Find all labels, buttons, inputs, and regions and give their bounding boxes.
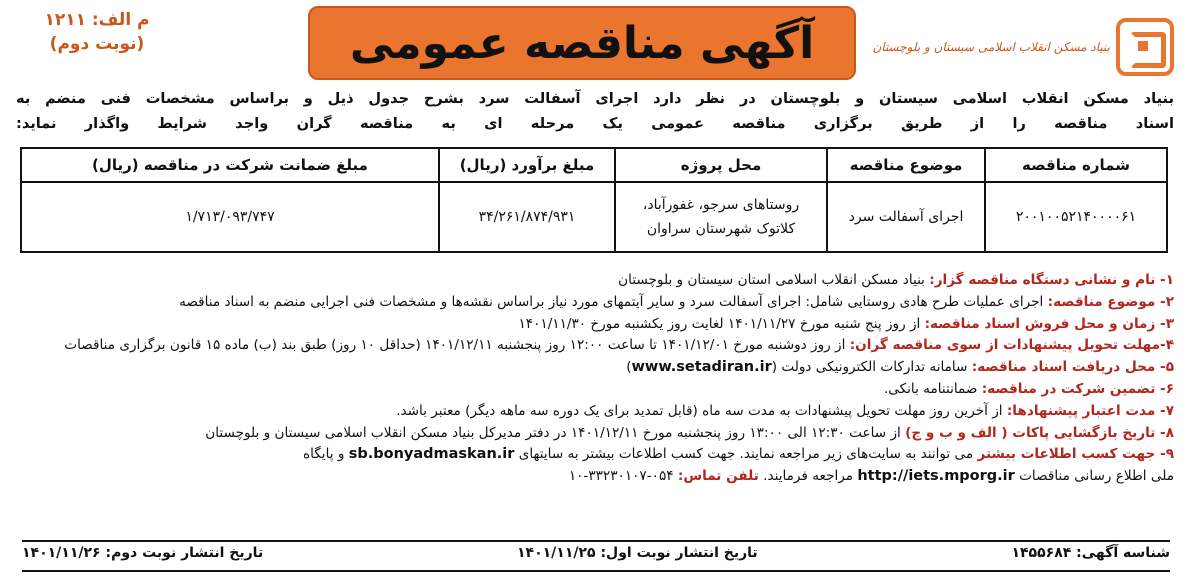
intro-line-1: بنیاد مسکن انقلاب اسلامی سیستان و بلوچستان در نظر دارد اجرای آسفالت سرد بشرح جدول ذیل و براساس مشخصات فنی منضم به bbox=[16, 90, 1174, 107]
table-header-row bbox=[21, 148, 1167, 182]
list-item: ۷- مدت اعتبار پیشنهادها: از آخرین روز مهلت تحویل پیشنهادات به مدت سه ماه (قابل تمدید برای یک دوره سه ماهه دیگر) معتبر باشد. bbox=[396, 402, 1174, 419]
first-publication-date: تاریخ انتشار نوبت اول: ۱۴۰۱/۱۱/۲۵ bbox=[516, 545, 758, 561]
bottom-divider bbox=[22, 570, 1170, 572]
bonyadmaskan-link[interactable]: sb.bonyadmaskan.ir bbox=[348, 446, 515, 463]
header bbox=[0, 0, 1190, 84]
list-item: ۳- زمان و محل فروش اسناد مناقصه: از روز پنج شنبه مورخ ۱۴۰۱/۱۱/۲۷ لغایت روز یکشنبه مورخ ۱۴۰۱/۱۱/۳۰ bbox=[518, 315, 1174, 332]
list-item: ۵- محل دریافت اسناد مناقصه: سامانه تدارکات الکترونیکی دولت (www.setadiran.ir) bbox=[626, 359, 1174, 376]
bonyad-maskan-logo-icon bbox=[1116, 18, 1174, 76]
setadiran-link[interactable]: www.setadiran.ir bbox=[631, 359, 772, 376]
table-row bbox=[21, 182, 1167, 252]
list-item: ۲- موضوع مناقصه: اجرای عملیات طرح هادی روستایی شامل: اجرای آسفالت سرد و سایر آیتمهای مورد نیاز براساس نقشه‌ها و مشخصات فنی اجرایی منضم به اسناد مناقصه bbox=[179, 293, 1174, 310]
second-publication-date: تاریخ انتشار نوبت دوم: ۱۴۰۱/۱۱/۲۶ bbox=[22, 545, 264, 561]
logo bbox=[872, 18, 1174, 76]
ad-id: شناسه آگهی: ۱۴۵۵۶۸۴ bbox=[1011, 545, 1170, 561]
footer bbox=[22, 540, 1170, 561]
reference-number: م الف: ۱۲۱۱ bbox=[44, 10, 150, 30]
logo-text: بنیاد مسکن انقلاب اسلامی سیستان و بلوچستان bbox=[872, 40, 1110, 54]
tender-table bbox=[20, 147, 1168, 253]
cell-estimate: ۳۴/۲۶۱/۸۷۴/۹۳۱ bbox=[439, 182, 615, 252]
col-subject: موضوع مناقصه bbox=[827, 148, 985, 182]
list-item: ۱- نام و نشانی دستگاه مناقصه گزار: بنیاد مسکن انقلاب اسلامی استان سیستان و بلوچستان bbox=[618, 272, 1174, 288]
intro-line-2: اسناد مناقصه را از طریق برگزاری مناقصه عمومی یک مرحله ای به مناقصه گران واجد شرایط واگذار نماید: bbox=[16, 115, 1174, 132]
title-banner bbox=[308, 6, 856, 80]
page-title: آگهی مناقصه عمومی bbox=[349, 17, 815, 69]
col-location: محل پروژه bbox=[615, 148, 827, 182]
conditions-list bbox=[14, 270, 1174, 488]
round-label: (نوبت دوم) bbox=[49, 34, 145, 54]
col-estimate: مبلغ برآورد (ریال) bbox=[439, 148, 615, 182]
cell-tender-number: ۲۰۰۱۰۰۵۲۱۴۰۰۰۰۶۱ bbox=[985, 182, 1167, 252]
list-item: ملی اطلاع رسانی مناقصات http://iets.mporg.ir مراجعه فرمایند. تلفن تماس: ۰۵۴-۳۳۲۳۰۱۰۷-۱۰ bbox=[568, 468, 1174, 485]
reference-block bbox=[22, 8, 172, 56]
col-tender-number: شماره مناقصه bbox=[985, 148, 1167, 182]
location-line-2: کلاتوک شهرستان سراوان bbox=[646, 221, 796, 237]
list-item: ۸- تاریخ بازگشایی پاکات ( الف و ب و ج) از ساعت ۱۲:۳۰ الی ۱۳:۰۰ روز پنجشنبه مورخ ۱۴۰۱/۱۲/۱۱ در دفتر مدیرکل بنیاد مسکن انقلاب اسلامی سیستان و بلوچستان bbox=[205, 424, 1174, 441]
list-item: ۴-مهلت تحویل پیشنهادات از سوی مناقصه گران: از روز دوشنبه مورخ ۱۴۰۱/۱۲/۰۱ تا ساعت ۱۲:۰۰ روز پنجشنبه ۱۴۰۱/۱۲/۱۱ (حداقل ۱۰ روز) طبق بند (ب) ماده ۱۵ قانون برگزاری مناقصات bbox=[64, 337, 1174, 354]
col-guarantee: مبلغ ضمانت شرکت در مناقصه (ریال) bbox=[21, 148, 439, 182]
cell-guarantee: ۱/۷۱۳/۰۹۳/۷۴۷ bbox=[21, 182, 439, 252]
cell-location bbox=[615, 182, 827, 252]
list-item: ۶- تضمین شرکت در مناقصه: ضمانتنامه بانکی. bbox=[883, 380, 1174, 397]
cell-subject: اجرای آسفالت سرد bbox=[827, 182, 985, 252]
iets-link[interactable]: http://iets.mporg.ir bbox=[857, 468, 1015, 485]
intro-paragraph bbox=[16, 86, 1174, 136]
list-item: ۹- جهت کسب اطلاعات بیشتر می توانند به سایت‌های زیر مراجعه نمایند. جهت کسب اطلاعات بیشتر به سایتهای sb.bonyadmaskan.ir و پایگاه bbox=[303, 446, 1174, 463]
location-line-1: روستاهای سرجو، غفورآباد، bbox=[642, 197, 800, 213]
